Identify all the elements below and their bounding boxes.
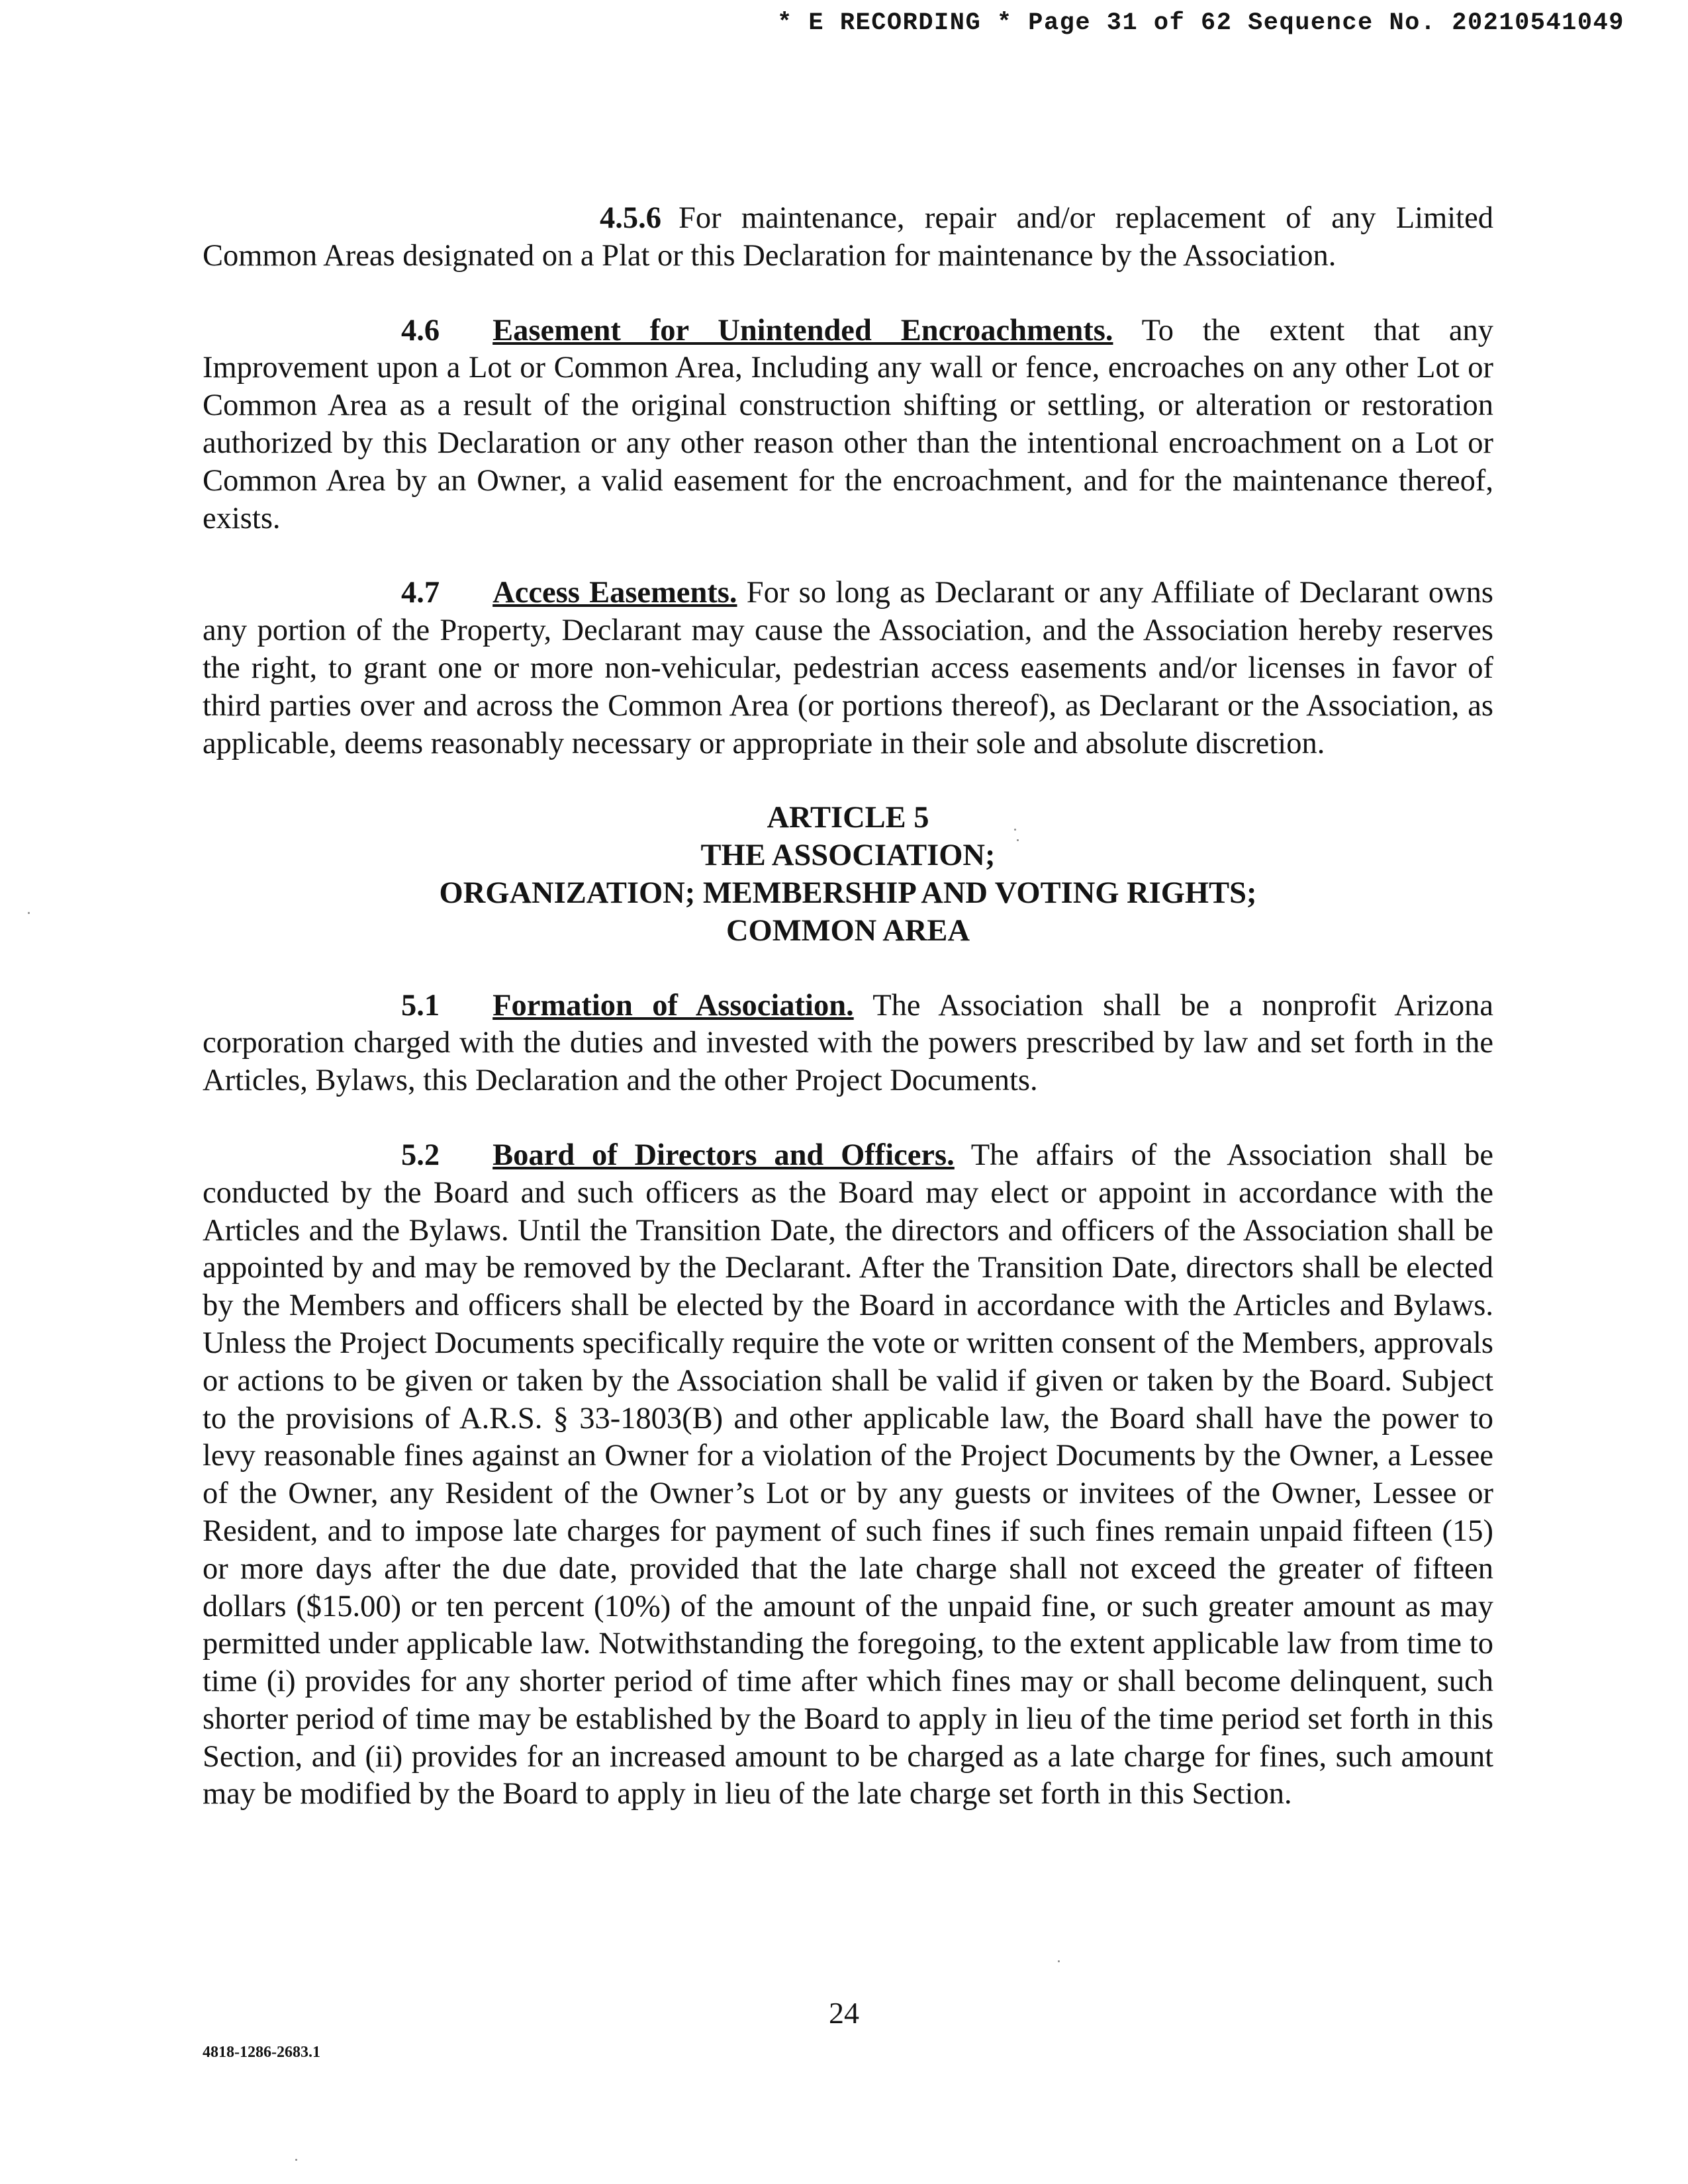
document-id: 4818-1286-2683.1	[203, 2044, 320, 2061]
section-4-7	[203, 574, 1493, 762]
section-heading: Board of Directors and Officers.	[492, 1138, 955, 1172]
scan-speck	[28, 912, 30, 914]
document-body	[203, 200, 1493, 1850]
section-number: 5.1	[401, 988, 440, 1023]
section-text: For so long as Declarant or any Affiliate of Declarant owns any portion of the Property, Declarant may cause the Association, and the Association hereby reserves the right, to grant one or more non-vehicular, pedestrian access easements and/or licenses in favor of third parties over and across the Common Area (or portions thereof), as Declarant or the Association, as applicable, deems reasonably necessary or appropriate in their sole and absolute discretion.	[203, 576, 1493, 760]
article-title: ARTICLE 5	[767, 801, 929, 835]
section-number: 4.6	[401, 313, 440, 347]
recording-stamp: * E RECORDING * Page 31 of 62 Sequence No. 20210541049	[777, 9, 1624, 37]
section-5-2	[203, 1137, 1493, 1813]
scan-speck	[1014, 829, 1016, 831]
scan-speck	[295, 2159, 297, 2161]
section-text: The affairs of the Association shall be conducted by the Board and such officers as the Board may elect or appoint in accordance with the Articles and the Bylaws. Until the Transition Date, the directors and officers of the Association shall be appointed by and may be removed by the Declarant. After the Transition Date, directors shall be elected by the Members and officers shall be elected by the Board in accordance with the Articles and Bylaws. Unless the Project Documents specifically require the vote or written consent of the Members, approvals or actions to be given or taken by the Association shall be valid if given or taken by the Board. Subject to the provisions of A.R.S. § 33-1803(B) and other applicable law, the Board shall have the power to levy reasonable fines against an Owner for a violation of the Project Documents by the Owner, a Lessee of the Owner, any Resident of the Owner’s Lot or by any guests or invitees of the Owner, Lessee or Resident, and to impose late charges for payment of such fines if such fines remain unpaid fifteen (15) or more days after the due date, provided that the late charge shall not exceed the greater of fifteen dollars ($15.00) or ten percent (10%) of the amount of the unpaid fine, or such greater amount as may permitted under applicable law. Notwithstanding the foregoing, to the extent applicable law from time to time (i) provides for any shorter period of time after which fines may or shall become delinquent, such shorter period of time may be established by the Board to apply in lieu of the time period set forth in this Section, and (ii) provides for an increased amount to be charged as a late charge for fines, such amount may be modified by the Board to apply in lieu of the late charge set forth in this Section.	[203, 1138, 1494, 1811]
article-heading	[203, 799, 1493, 950]
section-4-6	[203, 312, 1493, 538]
article-subtitle: COMMON AREA	[726, 913, 970, 948]
section-number: 4.5.6	[600, 201, 661, 235]
section-text: To the extent that any Improvement upon a Lot or Common Area, Including any wall or fence, encroaches on any other Lot or Common Area as a result of the original construction shifting or settling, or alteration or restoration authorized by this Declaration or any other reason other than the intentional encroachment on a Lot or Common Area by an Owner, a valid easement for the encroachment, and for the maintenance thereof, exists.	[203, 313, 1493, 535]
section-heading: Easement for Unintended Encroachments.	[492, 313, 1113, 347]
section-4-5-6	[203, 200, 1493, 275]
section-heading: Access Easements.	[492, 576, 737, 610]
section-5-1	[203, 987, 1493, 1100]
section-heading: Formation of Association.	[492, 988, 854, 1023]
section-text: For maintenance, repair and/or replacement of any Limited Common Areas designated on a Plat or this Declaration for maintenance by the Association.	[203, 201, 1493, 273]
section-number: 4.7	[401, 576, 440, 610]
scan-speck	[1058, 1960, 1060, 1962]
section-text: The Association shall be a nonprofit Arizona corporation charged with the duties and invested with the powers prescribed by law and set forth in the Articles, Bylaws, this Declaration and the other Project Documents.	[203, 988, 1493, 1098]
page-number: 24	[829, 1996, 859, 2030]
section-number: 5.2	[401, 1138, 440, 1172]
scan-speck	[1017, 839, 1019, 841]
article-subtitle: THE ASSOCIATION;	[700, 839, 996, 873]
article-subtitle: ORGANIZATION; MEMBERSHIP AND VOTING RIGHTS;	[439, 876, 1257, 910]
